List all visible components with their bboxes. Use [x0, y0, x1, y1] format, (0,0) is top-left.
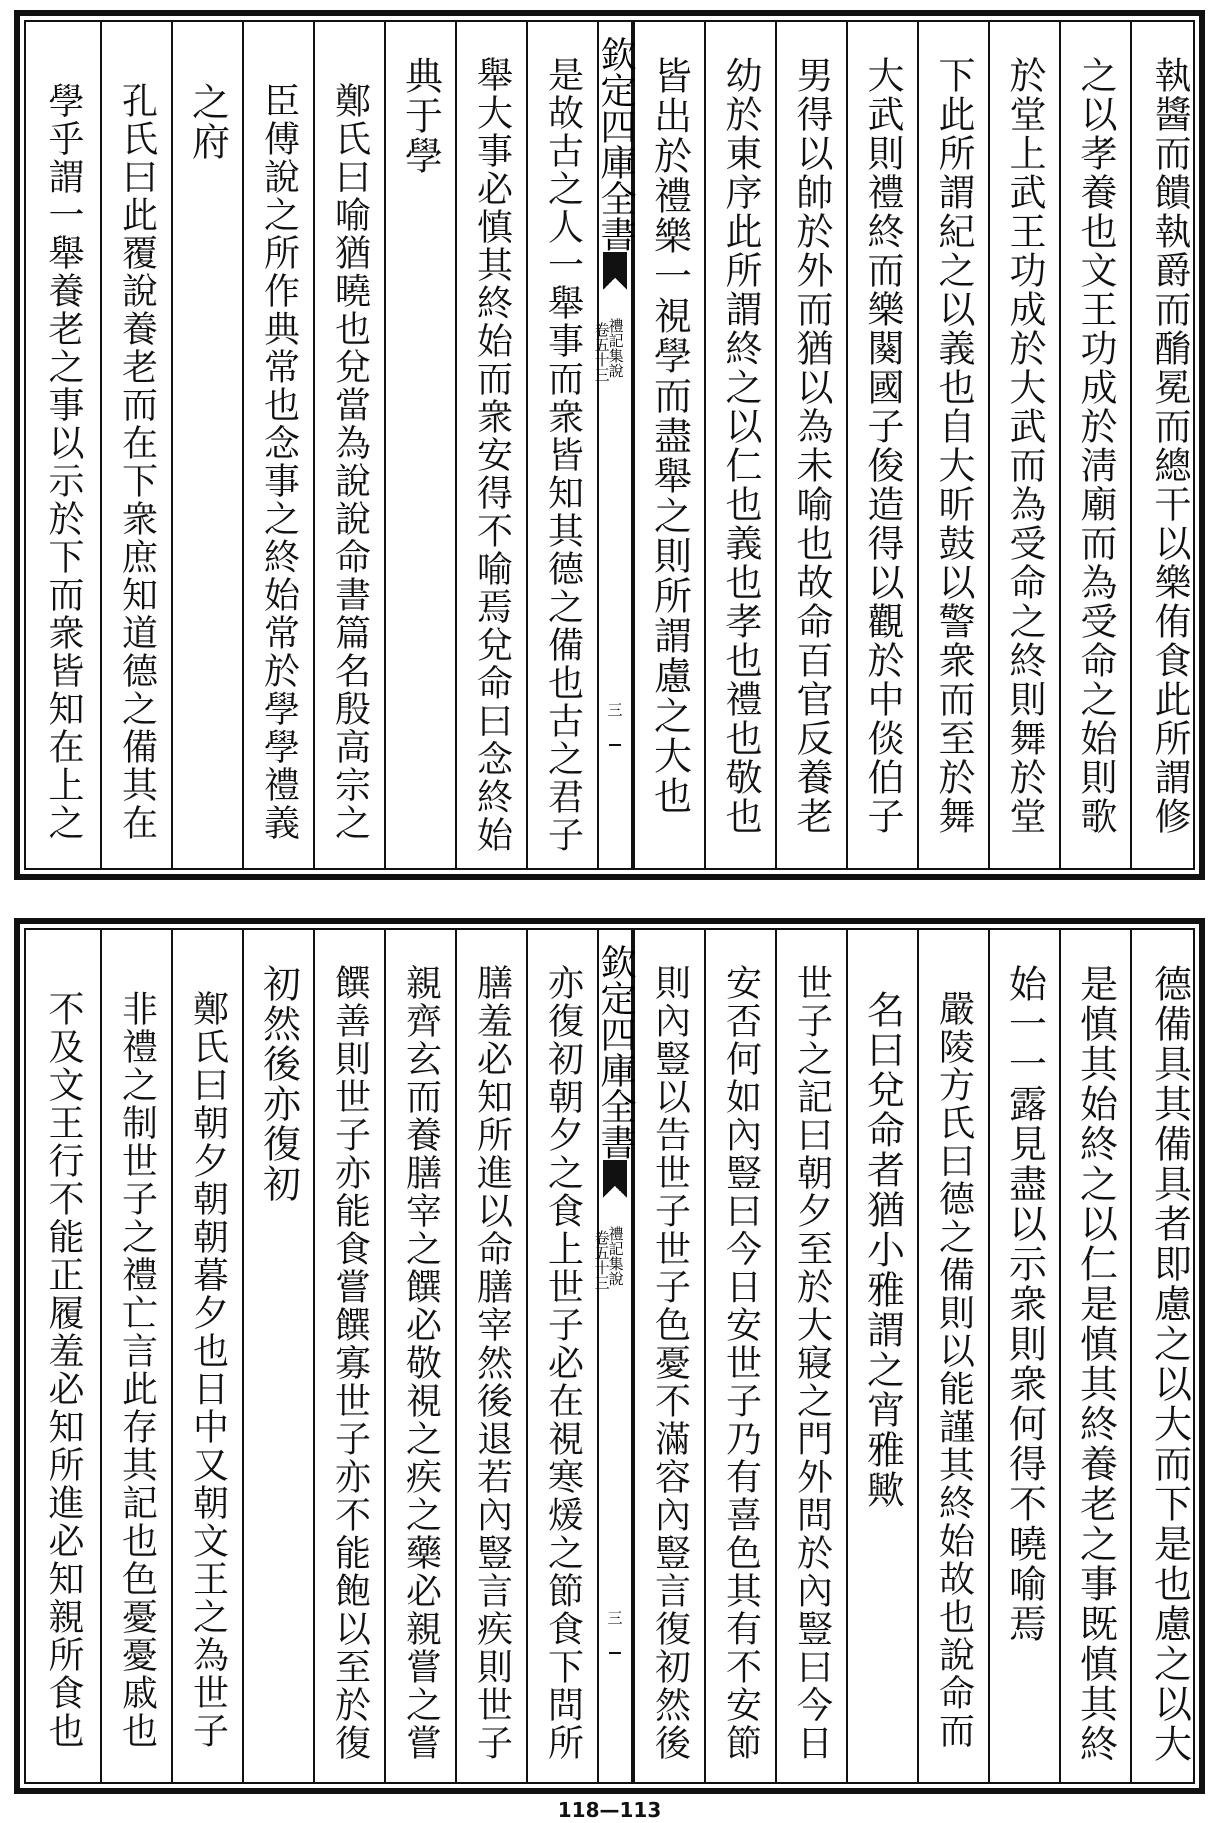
text-column: 學乎謂一舉養老之事以示於下而衆皆知在上之 [43, 82, 84, 842]
top-left-col-6 [171, 22, 242, 868]
heart-rule [609, 744, 621, 746]
text-column: 典于學 [398, 56, 443, 176]
top-right-col-6 [775, 22, 846, 868]
heart-book-title: 禮記集說 [606, 318, 625, 378]
heart-title: 欽定四庫全書 [595, 944, 636, 1160]
text-column: 是慎其始終之以仁是慎其終養老之事既慎其終 [1073, 964, 1118, 1764]
top-left-col-3 [384, 22, 455, 868]
text-column: 是故古之人一舉事而衆皆知其德之備也古之君子 [542, 56, 584, 854]
text-column: 名曰兌命者猶小雅謂之宵雅歟 [860, 990, 905, 1510]
text-column: 安否何如內豎曰今日安世子乃有喜色其有不安節 [720, 964, 762, 1762]
bottom-left-col-2 [455, 930, 526, 1782]
text-column: 非禮之制世子之禮亡言此存其記也色憂憂戚也 [116, 990, 158, 1750]
bottom-left-col-6 [171, 930, 242, 1782]
bottom-inner-frame [24, 928, 1195, 1784]
top-left-col-7 [100, 22, 171, 868]
text-column: 男得以帥於外而猶以為未喻也故命百官反養老 [790, 56, 833, 836]
heart-rule [609, 1652, 621, 1654]
fishtail-mark [603, 252, 627, 278]
top-left-col-8 [26, 22, 100, 868]
bottom-right-col-8 [633, 930, 704, 1782]
bottom-center-heart [592, 930, 636, 1782]
top-left-col-2 [455, 22, 526, 868]
bottom-left-col-4 [313, 930, 384, 1782]
fishtail-mark [603, 1160, 627, 1186]
top-half-page [14, 10, 1205, 880]
top-right-col-3 [988, 22, 1059, 868]
top-right-col-4 [917, 22, 988, 868]
text-column: 之以孝養也文王功成於淸廟而為受命之始則歌 [1074, 56, 1117, 836]
bottom-left-col-8 [26, 930, 100, 1782]
text-column: 亦復初朝夕之食上世子必在視寒煖之節食下問所 [542, 964, 584, 1762]
bottom-left-col-5 [242, 930, 313, 1782]
text-column: 親齊玄而養膳宰之饌必敬視之疾之藥必親嘗之嘗 [400, 964, 442, 1762]
text-column: 執醬而饋執爵而酳冕而總干以樂侑食此所謂修 [1148, 56, 1191, 836]
bottom-right-col-2 [1059, 930, 1130, 1782]
text-column: 大武則禮終而樂闋國子俊造得以觀於中倓伯子 [861, 56, 904, 836]
heart-volume: 卷五十三 [592, 322, 611, 382]
bottom-right-col-7 [704, 930, 775, 1782]
bottom-right-col-4 [917, 930, 988, 1782]
top-right-col-8 [633, 22, 704, 868]
bottom-left-col-1 [526, 930, 597, 1782]
text-column: 鄭氏曰喻猶曉也兌當為說說命書篇名殷高宗之 [329, 82, 371, 842]
heart-book-title: 禮記集說 [606, 1226, 625, 1286]
heart-folio: 三 [605, 702, 624, 717]
text-column: 饌善則世子亦能食嘗饌寡世子亦不能飽以至於復 [329, 964, 371, 1762]
text-column: 下此所謂紀之以義也自大昕鼓以警衆而至於舞 [932, 56, 975, 836]
top-left-col-4 [313, 22, 384, 868]
text-column: 舉大事必慎其終始而衆安得不喻焉兌命曰念終始 [471, 56, 513, 854]
text-column: 孔氏曰此覆說養老而在下衆庶知道德之備其在 [116, 82, 158, 842]
text-column: 德備具其備具者即慮之以大而下是也慮之以大 [1147, 964, 1192, 1764]
page-number: 118—113 [557, 1798, 662, 1822]
text-column: 初然後亦復初 [256, 964, 301, 1204]
text-column: 幼於東序此所謂終之以仁也義也孝也禮也敬也 [719, 56, 762, 836]
text-column: 世子之記曰朝夕至於大寢之門外問於內豎曰今日 [791, 964, 833, 1762]
text-column: 膳羞必知所進以命膳宰然後退若內豎言疾則世子 [471, 964, 513, 1762]
bottom-left-col-7 [100, 930, 171, 1782]
top-inner-frame [24, 20, 1195, 870]
top-right-col-1 [1130, 22, 1207, 868]
text-column: 鄭氏曰朝夕朝朝暮夕也日中又朝文王之為世子 [187, 990, 229, 1750]
top-left-col-1 [526, 22, 597, 868]
heart-folio: 三 [605, 1610, 624, 1625]
text-column: 於堂上武王功成於大武而為受命之終則舞於堂 [1003, 56, 1046, 836]
top-right-col-5 [846, 22, 917, 868]
top-left-col-5 [242, 22, 313, 868]
bottom-right-col-1 [1130, 930, 1207, 1782]
bottom-right-col-5 [846, 930, 917, 1782]
heart-volume: 卷五十三 [592, 1230, 611, 1290]
top-center-heart [592, 22, 636, 868]
bottom-left-col-3 [384, 930, 455, 1782]
text-column: 嚴陵方氏曰德之備則以能謹其終始故也說命而 [933, 990, 975, 1750]
top-right-col-2 [1059, 22, 1130, 868]
bottom-right-col-6 [775, 930, 846, 1782]
bottom-right-col-3 [988, 930, 1059, 1782]
text-column: 皆出於禮樂一視學而盡舉之則所謂慮之大也 [647, 56, 692, 816]
top-right-col-7 [704, 22, 775, 868]
text-column: 始一一露見盡以示衆則衆何得不曉喻焉 [1002, 964, 1047, 1644]
text-column: 不及文王行不能正履羞必知所進必知親所食也 [43, 990, 84, 1750]
text-column: 之府 [185, 82, 230, 162]
heart-title: 欽定四庫全書 [595, 36, 636, 252]
text-column: 臣傅說之所作典常也念事之終始常於學學禮義 [258, 82, 300, 842]
text-column: 則內豎以告世子世子色憂不滿容內豎言復初然後 [649, 964, 691, 1762]
bottom-half-page [14, 918, 1205, 1794]
